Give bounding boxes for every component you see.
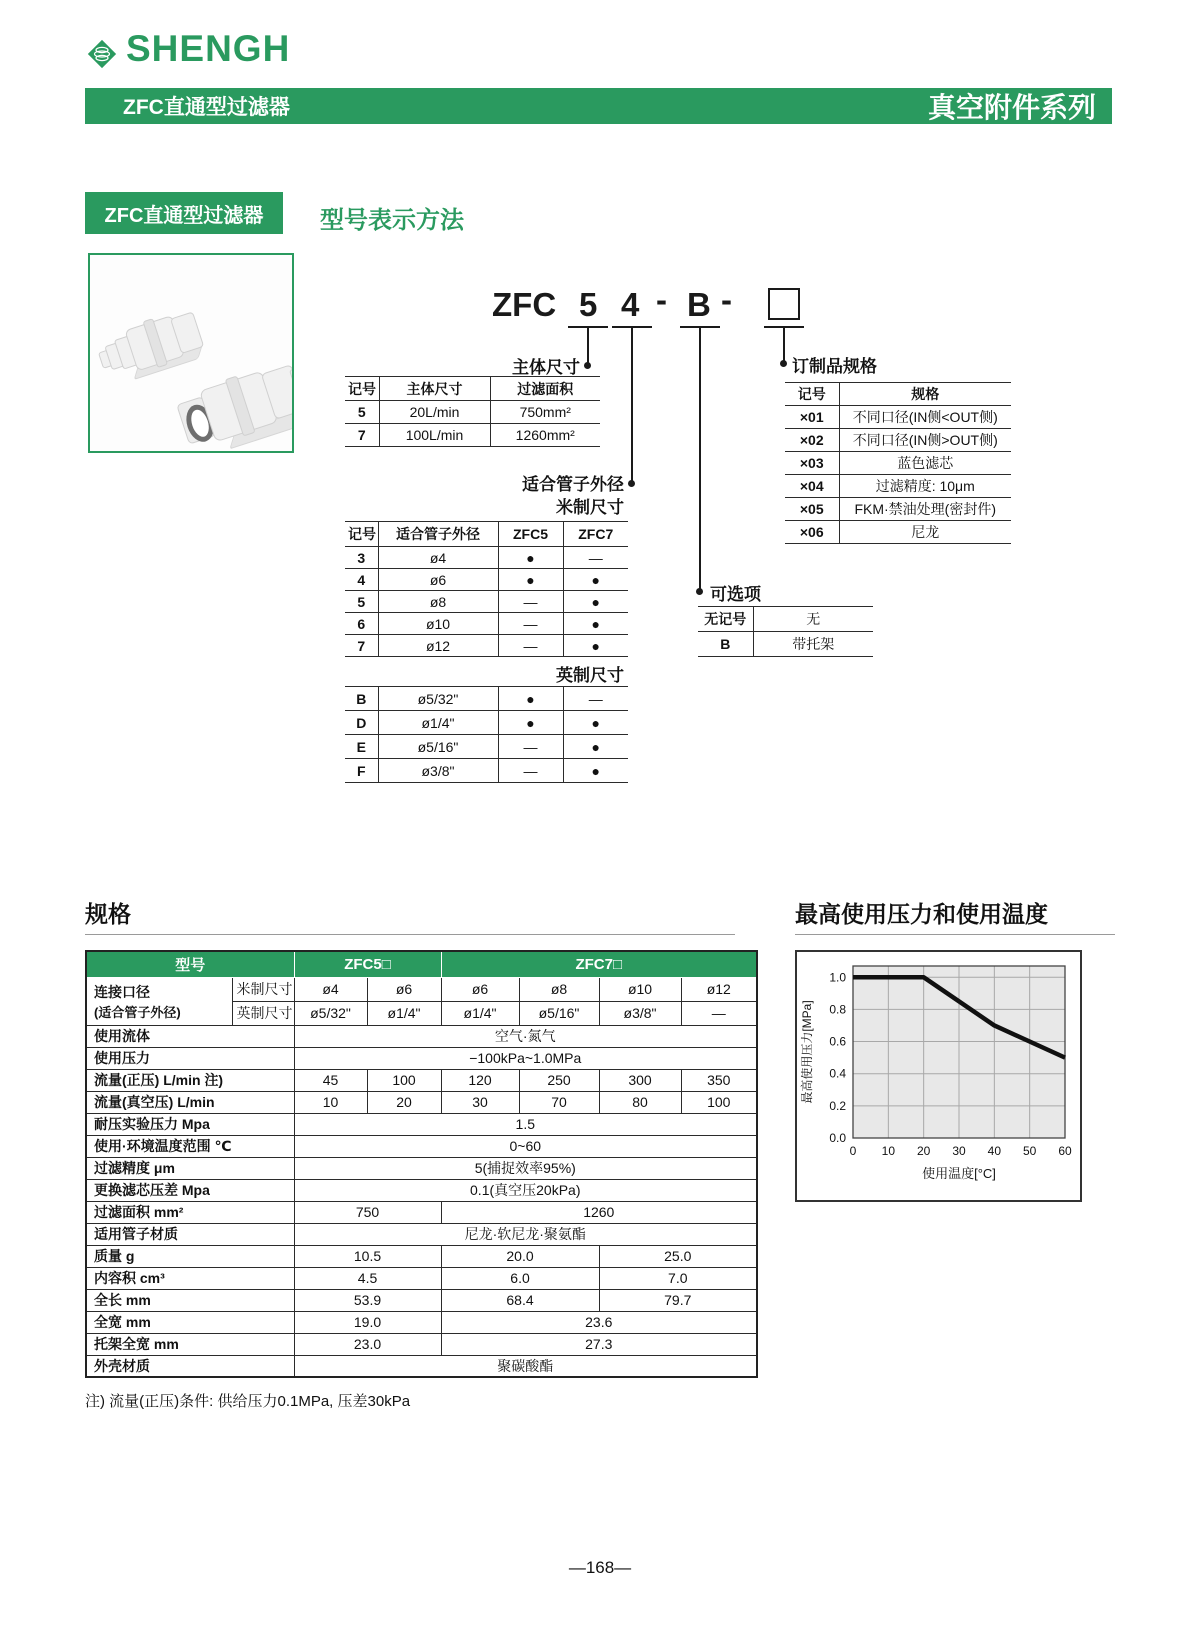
tube-col-header: 适合管子外径	[378, 522, 498, 547]
spec-cell: ø3/8"	[599, 1001, 681, 1025]
svg-text:1.0: 1.0	[829, 970, 846, 985]
tube-cell: ●	[498, 547, 563, 569]
tube-col-header: 记号	[345, 522, 378, 547]
table-row	[785, 498, 1011, 521]
custom-cell: ×02	[785, 429, 839, 452]
table-row	[86, 1047, 757, 1069]
option-cell: 无记号	[698, 607, 753, 632]
spec-cell: 5(捕捉效率95%)	[294, 1157, 757, 1179]
product-photo-small-filter	[91, 297, 217, 391]
leader-line-body	[587, 326, 589, 364]
spec-label: 过滤面积 mm²	[86, 1201, 294, 1223]
tube-cell: ●	[563, 735, 628, 759]
spec-cell: ø6	[441, 977, 519, 1001]
table-row	[345, 569, 628, 591]
svg-text:0.2: 0.2	[829, 1098, 846, 1113]
custom-cell: 蓝色滤芯	[839, 452, 1011, 475]
table-row	[86, 1025, 757, 1047]
brand-logo-icon	[85, 37, 119, 71]
table-row	[785, 452, 1011, 475]
body-size-cell: 1260mm²	[490, 424, 600, 447]
table-row	[345, 711, 628, 735]
svg-text:20: 20	[916, 1144, 931, 1158]
table-row	[86, 1069, 757, 1091]
model-code-dash2: -	[721, 281, 732, 318]
model-method-title: 型号表示方法	[320, 207, 464, 234]
model-code-dash1: -	[656, 281, 667, 318]
table-row	[86, 1179, 757, 1201]
svg-text:60: 60	[1058, 1144, 1072, 1158]
spec-cell: 80	[599, 1091, 681, 1113]
tube-cell: ø6	[378, 569, 498, 591]
spec-cell: 0~60	[294, 1135, 757, 1157]
spec-cell: 尼龙·软尼龙·聚氨酯	[294, 1223, 757, 1245]
tube-cell: ●	[563, 569, 628, 591]
leader-line-option	[699, 326, 701, 590]
spec-cell: 7.0	[599, 1267, 757, 1289]
table-row	[785, 475, 1011, 498]
model-code-blank-box	[768, 288, 800, 320]
bullet-body-size	[584, 362, 591, 369]
spec-cell: 120	[441, 1069, 519, 1091]
model-code-prefix: ZFC	[492, 286, 557, 323]
table-row	[345, 401, 600, 424]
body-size-col-header: 记号	[345, 377, 379, 401]
spec-label-text: 连接口径	[94, 983, 150, 1000]
option-cell: 带托架	[753, 632, 873, 657]
table-row	[345, 687, 628, 711]
table-row	[698, 632, 873, 657]
table-row	[86, 1091, 757, 1113]
tube-col-header: ZFC5	[498, 522, 563, 547]
spec-label-text2: (适合管子外径)	[94, 1004, 181, 1020]
spec-label: 托架全宽 mm	[86, 1333, 294, 1355]
spec-cell: 1260	[441, 1201, 757, 1223]
table-row	[785, 521, 1011, 544]
svg-text:0.8: 0.8	[829, 1002, 846, 1017]
spec-cell: 空气·氮气	[294, 1025, 757, 1047]
tube-cell: ●	[498, 711, 563, 735]
table-row	[86, 1355, 757, 1377]
spec-label: 全宽 mm	[86, 1311, 294, 1333]
spec-sublabel: 英制尺寸	[232, 1001, 294, 1025]
callout-body-size: 主体尺寸	[512, 358, 580, 377]
spec-cell: 20.0	[441, 1245, 599, 1267]
tube-cell: E	[345, 735, 378, 759]
header-banner	[85, 88, 1112, 124]
svg-text:0: 0	[849, 1144, 857, 1158]
pressure-temperature-chart	[795, 950, 1082, 1202]
spec-cell: ø8	[519, 977, 599, 1001]
table-row	[86, 1157, 757, 1179]
body-size-cell: 750mm²	[490, 401, 600, 424]
option-table	[698, 606, 873, 657]
body-size-col-header: 过滤面积	[490, 377, 600, 401]
spec-cell: 27.3	[441, 1333, 757, 1355]
product-photo	[88, 253, 294, 453]
svg-text:50: 50	[1022, 1144, 1037, 1158]
table-row	[86, 1135, 757, 1157]
spec-divider	[85, 934, 735, 935]
spec-label: 耐压实验压力 Mpa	[86, 1113, 294, 1135]
table-row	[785, 406, 1011, 429]
spec-cell: 1.5	[294, 1113, 757, 1135]
page-number: —168—	[568, 1558, 632, 1577]
spec-label: 更换滤芯压差 Mpa	[86, 1179, 294, 1201]
table-row	[698, 607, 873, 632]
tube-cell: ●	[498, 687, 563, 711]
spec-label: 质量 g	[86, 1245, 294, 1267]
svg-text:10: 10	[881, 1144, 896, 1158]
table-row	[86, 1201, 757, 1223]
custom-col-header: 规格	[839, 383, 1011, 406]
svg-text:最高使用压力[MPa]: 最高使用压力[MPa]	[800, 1000, 814, 1104]
table-row	[345, 635, 628, 657]
table-row	[86, 1311, 757, 1333]
table-row	[345, 591, 628, 613]
spec-cell: 300	[599, 1069, 681, 1091]
spec-header-row	[86, 951, 757, 977]
tube-inch-table	[345, 686, 628, 783]
spec-cell: 聚碳酸酯	[294, 1355, 757, 1377]
spec-label: 流量(正压) L/min 注)	[86, 1069, 294, 1091]
tube-cell: ø5/16"	[378, 735, 498, 759]
bullet-option	[696, 588, 703, 595]
table-row	[785, 429, 1011, 452]
svg-text:0.6: 0.6	[829, 1034, 846, 1049]
svg-text:30: 30	[952, 1144, 966, 1158]
tube-cell: D	[345, 711, 378, 735]
table-row	[86, 1223, 757, 1245]
spec-cell: ø4	[294, 977, 367, 1001]
table-row	[345, 547, 628, 569]
spec-cell: ø1/4"	[367, 1001, 441, 1025]
spec-cell: 19.0	[294, 1311, 441, 1333]
svg-text:使用温度[°C]: 使用温度[°C]	[922, 1166, 996, 1181]
table-row	[86, 1289, 757, 1311]
tube-cell: 6	[345, 613, 378, 635]
option-cell: 无	[753, 607, 873, 632]
callout-tube-od: 适合管子外径	[522, 475, 624, 494]
callout-inch: 英制尺寸	[556, 666, 624, 685]
banner-right-title: 真空附件系列	[927, 92, 1096, 123]
tube-cell: 7	[345, 635, 378, 657]
tube-cell: ●	[563, 635, 628, 657]
custom-cell: ×01	[785, 406, 839, 429]
tube-cell: —	[563, 547, 628, 569]
chart-canvas	[797, 952, 1076, 1196]
custom-cell: ×06	[785, 521, 839, 544]
spec-cell: 23.6	[441, 1311, 757, 1333]
svg-text:0.0: 0.0	[829, 1131, 846, 1145]
tube-cell: ø5/32"	[378, 687, 498, 711]
tube-cell: ø1/4"	[378, 711, 498, 735]
spec-label: 适用管子材质	[86, 1223, 294, 1245]
custom-cell: ×04	[785, 475, 839, 498]
spec-cell: 10	[294, 1091, 367, 1113]
tube-cell: ø8	[378, 591, 498, 613]
tube-cell: —	[498, 759, 563, 783]
spec-cell: ø1/4"	[441, 1001, 519, 1025]
custom-cell: ×03	[785, 452, 839, 475]
tube-cell: ●	[563, 759, 628, 783]
body-size-table	[345, 376, 600, 447]
spec-cell: 79.7	[599, 1289, 757, 1311]
spec-cell: 68.4	[441, 1289, 599, 1311]
chart-section-title: 最高使用压力和使用温度	[795, 901, 1048, 927]
spec-cell: 750	[294, 1201, 441, 1223]
spec-header-model: 型号	[86, 951, 294, 977]
spec-cell: ø5/16"	[519, 1001, 599, 1025]
custom-spec-table	[785, 382, 1011, 544]
callout-custom: 订制品规格	[792, 357, 877, 376]
spec-label: 过滤精度 μm	[86, 1157, 294, 1179]
custom-cell: 不同口径(IN侧>OUT侧)	[839, 429, 1011, 452]
spec-label: 全长 mm	[86, 1289, 294, 1311]
tube-cell: —	[563, 687, 628, 711]
spec-cell: 0.1(真空压20kPa)	[294, 1179, 757, 1201]
spec-label: 使用压力	[86, 1047, 294, 1069]
spec-label: 流量(真空压) L/min	[86, 1091, 294, 1113]
table-row	[86, 1267, 757, 1289]
spec-cell: 100	[367, 1069, 441, 1091]
tube-cell: ø3/8"	[378, 759, 498, 783]
custom-cell: FKM·禁油处理(密封件)	[839, 498, 1011, 521]
tube-cell: —	[498, 735, 563, 759]
spec-cell: 350	[681, 1069, 757, 1091]
table-row	[86, 977, 757, 1001]
spec-cell: 23.0	[294, 1333, 441, 1355]
model-code-tube-digit: 4	[621, 286, 640, 323]
spec-label: 外壳材质	[86, 1355, 294, 1377]
svg-text:0.4: 0.4	[829, 1066, 846, 1081]
tube-cell: B	[345, 687, 378, 711]
table-row	[86, 1113, 757, 1135]
spec-cell: —	[681, 1001, 757, 1025]
banner-left-title: ZFC直通型过滤器	[123, 96, 290, 119]
tube-cell: ø10	[378, 613, 498, 635]
spec-cell: 30	[441, 1091, 519, 1113]
spec-label: 使用流体	[86, 1025, 294, 1047]
tube-cell: ●	[563, 711, 628, 735]
spec-cell: 250	[519, 1069, 599, 1091]
table-row	[345, 424, 600, 447]
table-row	[345, 613, 628, 635]
custom-cell: 过滤精度: 10μm	[839, 475, 1011, 498]
custom-cell: ×05	[785, 498, 839, 521]
tube-cell: ø4	[378, 547, 498, 569]
custom-cell: 尼龙	[839, 521, 1011, 544]
spec-label: 使用·环境温度范围 ℃	[86, 1135, 294, 1157]
callout-metric: 米制尺寸	[556, 498, 624, 517]
spec-cell: 6.0	[441, 1267, 599, 1289]
body-size-cell: 7	[345, 424, 379, 447]
brand-logo-text: SHENGH	[126, 28, 291, 69]
tube-cell: —	[498, 635, 563, 657]
tube-cell: —	[498, 591, 563, 613]
spec-footnote: 注) 流量(正压)条件: 供给压力0.1MPa, 压差30kPa	[85, 1393, 411, 1410]
option-cell: B	[698, 632, 753, 657]
spec-cell: 10.5	[294, 1245, 441, 1267]
spec-table	[85, 950, 758, 1378]
tube-cell: ø12	[378, 635, 498, 657]
tube-metric-table	[345, 521, 628, 657]
spec-label: 内容积 cm³	[86, 1267, 294, 1289]
body-size-cell: 100L/min	[379, 424, 490, 447]
svg-text:40: 40	[987, 1144, 1002, 1158]
spec-sublabel: 米制尺寸	[232, 977, 294, 1001]
table-row	[86, 1245, 757, 1267]
spec-cell: ø12	[681, 977, 757, 1001]
model-code-option-letter: B	[687, 286, 711, 323]
tube-cell: ●	[563, 591, 628, 613]
spec-header-zfc5: ZFC5□	[294, 951, 441, 977]
body-size-cell: 20L/min	[379, 401, 490, 424]
table-row	[345, 735, 628, 759]
tube-cell: 4	[345, 569, 378, 591]
custom-cell: 不同口径(IN侧<OUT侧)	[839, 406, 1011, 429]
spec-cell: 4.5	[294, 1267, 441, 1289]
spec-cell: 70	[519, 1091, 599, 1113]
custom-col-header: 记号	[785, 383, 839, 406]
table-row	[345, 759, 628, 783]
callout-option: 可选项	[710, 585, 761, 604]
tube-cell: —	[498, 613, 563, 635]
spec-label	[86, 977, 232, 1025]
tube-col-header: ZFC7	[563, 522, 628, 547]
spec-cell: 53.9	[294, 1289, 441, 1311]
bullet-tube-od	[628, 480, 635, 487]
body-size-cell: 5	[345, 401, 379, 424]
spec-cell: 45	[294, 1069, 367, 1091]
spec-cell: ø5/32"	[294, 1001, 367, 1025]
leader-line-custom	[783, 326, 785, 362]
spec-cell: −100kPa~1.0MPa	[294, 1047, 757, 1069]
tube-cell: ●	[563, 613, 628, 635]
model-code-body-digit: 5	[579, 286, 598, 323]
spec-cell: 20	[367, 1091, 441, 1113]
spec-cell: ø6	[367, 977, 441, 1001]
spec-cell: 25.0	[599, 1245, 757, 1267]
tube-cell: 5	[345, 591, 378, 613]
tube-cell: 3	[345, 547, 378, 569]
table-row	[86, 1333, 757, 1355]
spec-header-zfc7: ZFC7□	[441, 951, 757, 977]
spec-cell: ø10	[599, 977, 681, 1001]
chart-divider	[795, 934, 1115, 935]
series-label-box: ZFC直通型过滤器	[85, 192, 283, 234]
tube-cell: F	[345, 759, 378, 783]
bullet-custom	[780, 360, 787, 367]
spec-section-title: 规格	[85, 901, 131, 927]
spec-cell: 100	[681, 1091, 757, 1113]
leader-line-tube	[631, 326, 633, 482]
tube-cell: ●	[498, 569, 563, 591]
body-size-col-header: 主体尺寸	[379, 377, 490, 401]
